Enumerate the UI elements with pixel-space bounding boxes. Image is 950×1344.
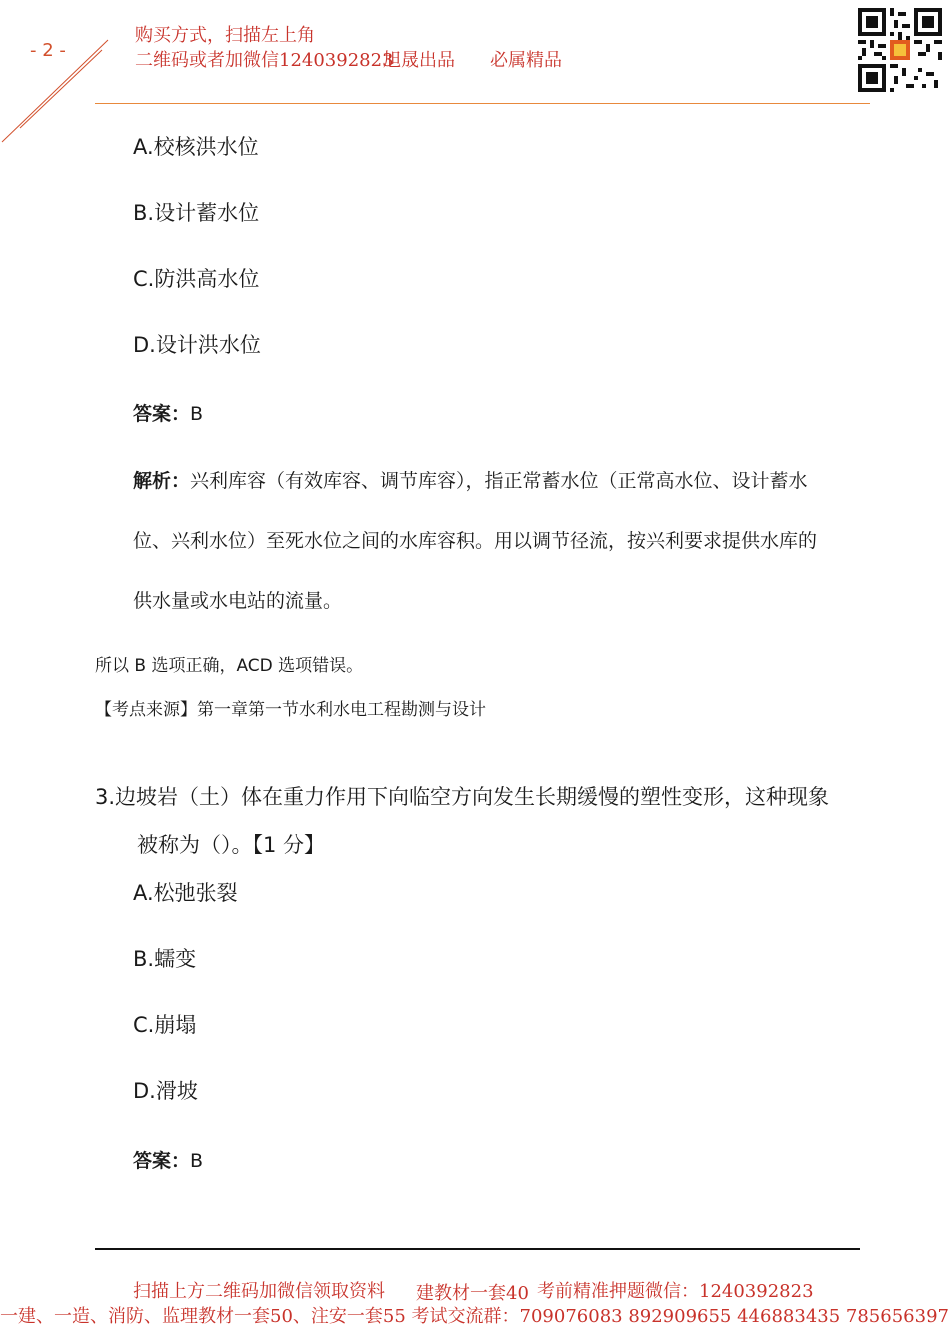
q2-option-c: C.防洪高水位 [133, 267, 260, 291]
header-slogan: 必属精品 [490, 50, 562, 71]
q2-option-d: D.设计洪水位 [133, 333, 261, 357]
q3-answer-label: 答案： [133, 1150, 191, 1172]
qr-code-icon [858, 8, 942, 92]
q3-option-b: B.蠕变 [133, 947, 197, 971]
footer-rule [95, 1248, 860, 1250]
q2-answer-value: B [190, 403, 204, 425]
footer-wechat: 考前精准押题微信：1240392823 [537, 1281, 814, 1302]
header-purchase-line: 购买方式，扫描左上角 [135, 25, 315, 46]
q3-stem-line-1: 3.边坡岩（土）体在重力作用下向临空方向发生长期缓慢的塑性变形，这种现象 [95, 785, 830, 809]
q3-answer-value: B [190, 1150, 204, 1172]
q2-analysis-line-3: 供水量或水电站的流量。 [133, 590, 343, 612]
q2-conclusion: 所以 B 选项正确，ACD 选项错误。 [95, 656, 364, 676]
header-publisher: 旭晟出品 [383, 50, 455, 71]
q3-option-d: D.滑坡 [133, 1079, 198, 1103]
q2-analysis-text-1: 兴利库容（有效库容、调节库容），指正常蓄水位（正常高水位、设计蓄水 [190, 470, 808, 492]
q3-stem-line-2: 被称为（）。【1 分】 [137, 833, 326, 857]
footer-courses-groups: 一建、一造、消防、监理教材一套50、注安一套55 考试交流群：709076083 892909655 446883435 785656397 [0, 1306, 949, 1327]
q2-source: 【考点来源】第一章第一节水利水电工程勘测与设计 [95, 700, 486, 720]
q2-option-b: B.设计蓄水位 [133, 201, 260, 225]
page-number: - 2 - [30, 40, 66, 61]
q2-analysis-line-1 [133, 466, 808, 493]
q3-option-c: C.崩塌 [133, 1013, 197, 1037]
footer-qr-note: 扫描上方二维码加微信领取资料 [133, 1281, 385, 1302]
q2-option-a: A.校核洪水位 [133, 135, 259, 159]
q3-answer [133, 1146, 203, 1173]
footer-material-price: 建教材一套40 [416, 1283, 529, 1304]
header-rule [95, 103, 870, 104]
q3-option-a: A.松弛张裂 [133, 881, 238, 905]
header-contact-line: 二维码或者加微信1240392823 [135, 50, 394, 71]
q2-answer [133, 399, 203, 426]
q2-analysis-line-2: 位、兴利水位）至死水位之间的水库容积。用以调节径流，按兴利要求提供水库的 [133, 530, 818, 552]
q2-analysis-label: 解析： [133, 470, 191, 492]
q2-answer-label: 答案： [133, 403, 191, 425]
